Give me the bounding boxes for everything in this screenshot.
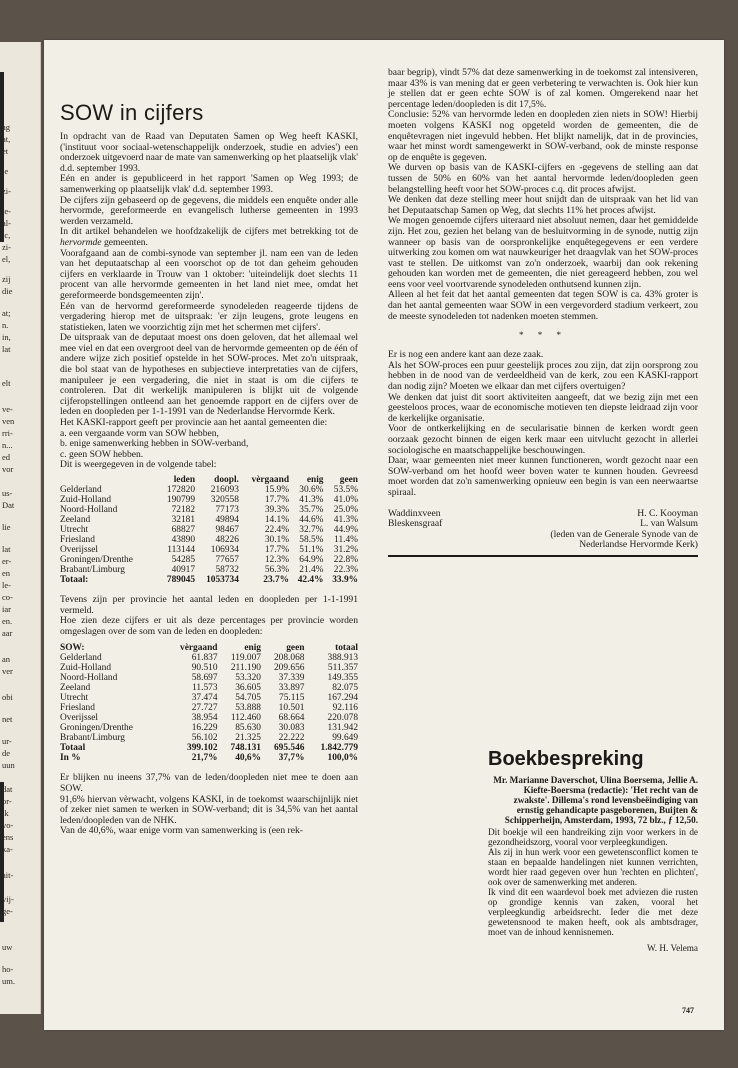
left-page-text-fragment: je [2, 166, 9, 176]
table-cell: 113144 [167, 545, 196, 555]
table-cell: 172820 [166, 485, 196, 495]
table-cell: 388.913 [327, 653, 358, 664]
table-cell: 112.460 [230, 713, 261, 724]
table-cell: 209.656 [273, 663, 305, 674]
table-cell: 43890 [171, 535, 196, 545]
left-page-text-fragment: aar [2, 628, 13, 638]
table-row [60, 703, 358, 713]
table-row [60, 505, 358, 515]
paragraph: In dit artikel behandelen we hoofdzakelijk de cijfers met betrekking tot de hervormde gemeenten. [60, 226, 358, 248]
left-page-text-fragment: Dat [2, 500, 15, 510]
table-row [60, 535, 358, 545]
paragraph: We durven op basis van de KASKI-cijfers en -gegevens de stelling aan dat tussen de 50% en 60% van het aantal hervormde leden/doopleden geen belangstelling heeft voor het SOW-proces c.q. dit proces afwijst. [388, 162, 698, 195]
table-cell: 64.9% [299, 555, 324, 565]
table-cell: 190799 [166, 495, 196, 505]
table-cell: 21,7% [191, 753, 218, 764]
column-header: enig [244, 643, 261, 654]
table-cell: 92.116 [332, 703, 358, 714]
table-cell: Friesland [60, 535, 95, 545]
table-cell: 11.4% [334, 535, 358, 545]
paragraph: Als het SOW-proces een puur geestelijk proces zou zijn, dat zijn oorsprong zou hebben in de nood van de verdeeldheid van de kerk, zou een KASKI-rapport dan nodig zijn? Moeten we elkaar dan met cijfers overtuigen? [388, 359, 698, 393]
signature-place: Waddinxveen [388, 507, 441, 519]
table-cell: 54.705 [235, 693, 261, 704]
left-page-text-fragment: in, [2, 332, 11, 342]
table-row [60, 723, 358, 733]
paragraph: Voor de ontkerkelijking en de secularisatie binnen de kerken wordt geen oorzaak gezocht binnen de eigen kerk maar een uitvlucht gezocht in allerlei sociologische en maatschappelijke beschouwingen. [388, 423, 698, 456]
table-row [60, 653, 358, 663]
table-cell: 58.697 [191, 673, 218, 684]
signature-affiliation: Nederlandse Hervormde Kerk) [579, 539, 698, 551]
table-cell: 38.954 [191, 713, 218, 724]
table-cell: 40917 [171, 565, 196, 575]
table-cell: 789045 [166, 575, 196, 585]
left-page-text-fragment: ik [2, 808, 9, 818]
table-cell: 21.325 [235, 733, 261, 744]
table-cell: 32181 [171, 515, 196, 525]
table-row [60, 733, 358, 743]
table-cell: Groningen/Drenthe [60, 723, 133, 734]
table-cell: 106934 [210, 545, 239, 555]
table-cell: 53.888 [235, 703, 261, 714]
table-cell: 37,7% [278, 753, 305, 764]
left-page-text-fragment: elt [2, 378, 11, 388]
paragraph: Er is nog een andere kant aan deze zaak. [388, 349, 544, 361]
table-cell: 208.068 [273, 653, 305, 664]
table-row [60, 693, 358, 703]
list-item: c. geen SOW hebben. [60, 448, 144, 460]
table-cell: 75.115 [279, 693, 305, 704]
table-cell: Utrecht [60, 693, 89, 704]
table-cell: Zuid-Holland [60, 495, 112, 505]
table-cell: 31.2% [333, 545, 358, 555]
table-cell: 11.573 [192, 683, 218, 694]
left-page-text-fragment: lat [2, 344, 11, 354]
left-page-rule [0, 72, 4, 242]
left-page-text-fragment: et [2, 146, 9, 156]
left-page-text-fragment: dat [2, 784, 13, 794]
review-book-details: Mr. Marianne Daverschot, Ulina Boersema, Jellie A. Kiefte-Boersma (redactie): 'Het recht van de zwakste'. Dillema's rond levensbeëindiging van ernstig gehandicapte pasgeborenen, Buijten & Schipperheijn, Amsterdam, 1993, 72 blz., ƒ 12,50. [493, 775, 698, 825]
paragraph: Alleen al het feit dat het aantal gemeenten dat tegen SOW is ca. 43% groter is dan het aantal gemeenten waar SOW in een vergevorderd stadium verkeert, zou de meeste synodeleden tot nadenken moeten stemmen. [388, 289, 698, 322]
table-cell: 36.605 [235, 683, 261, 694]
table-cell: 90.510 [191, 663, 218, 674]
paragraph: Het KASKI-rapport geeft per provincie aan het aantal gemeenten die: [60, 417, 328, 429]
table-cell: 695.546 [273, 743, 305, 754]
article-title: SOW in cijfers [60, 100, 204, 125]
paragraph: Eén en ander is gepubliceerd in het rapport 'Samen op Weg 1993; de samenwerking op plaatselijk vlak' d.d. september 1993. [60, 173, 358, 195]
review-title: Boekbespreking [488, 748, 644, 770]
paragraph: Voorafgaand aan de combi-synode van september jl. nam een van de leden van het deputaatschap al een voorschot op de tot dan geheim gehouden cijfers en verklaarde in Trouw van 1 oktober: 'uiteindelijk doet slechts 11 procent van alle hervormde gemeenten in het land niet mee, omdat het gereformeerde bondsgemeenten zijn'. [60, 247, 358, 301]
paragraph: Ik vind dit een waardevol boek met adviezen die rusten op grondige kennis van zaken, vooral het verpleegkundig arbeidsrecht. Ieder die met deze gewetensnood te maken heeft, ook als ambtsdrager, moet van de inhoud kennisnemen. [488, 887, 698, 937]
table-cell: 1.842.779 [320, 743, 358, 754]
table-row [60, 713, 358, 723]
table-cell: 58.5% [299, 535, 324, 545]
table-cell: 39.3% [264, 505, 290, 515]
table-cell: 32.7% [299, 525, 324, 535]
column-header: vèrgaand [180, 643, 218, 654]
table-cell: 15.9% [264, 485, 290, 495]
left-page-text-fragment: uun [2, 760, 15, 770]
table-cell: 54285 [171, 555, 196, 565]
column-header: geen [286, 643, 305, 654]
table-cell: 82.075 [332, 683, 358, 694]
table-row [60, 673, 358, 683]
table-cell: 37.474 [191, 693, 218, 704]
table-cell: Brabant/Limburg [60, 565, 125, 575]
table-cell: 41.0% [333, 495, 358, 505]
article-column-right [388, 68, 698, 557]
table-cell: 12.3% [264, 555, 290, 565]
paragraph: Conclusie: 52% van hervormde leden en doopleden zien niets in SOW! Hierbij moeten volgens KASKI nog opgeteld worden de gemeenten, die de enquêtevragen niet ingevuld hebben. Het blijkt namelijk, dat in de provincies, waar het minst wordt samengewerkt in SOW-verband, ook de minste response op de enquête is gegeven. [388, 109, 698, 163]
table-total-row [60, 753, 358, 763]
table-cell: 40,6% [235, 753, 261, 764]
paragraph: Er blijken nu ineens 37,7% van de leden/doopleden niet mee te doen aan SOW. [60, 772, 358, 794]
paragraph: 91,6% hiervan vèrwacht, volgens KASKI, in de toekomst waarschijnlijk niet of zeker niet samen te werken in SOW-verband; dit is 34,5% van het aantal leden/doopleden van de NHK. [60, 793, 358, 826]
left-page-text-fragment: or- [2, 796, 12, 806]
left-page-text-fragment: at, [2, 134, 11, 144]
table-cell: 100,0% [327, 753, 358, 764]
table-cell: 748.131 [230, 743, 261, 754]
paragraph: De uitspraak van de deputaat moest ons doen geloven, dat het allemaal wel mee viel en dat een overgroot deel van de hervormde gemeenten op de één of andere wijze zich positief opstelde in het SOW-proces. Met zo'n uitspraak, die bol staat van de hypotheses en subjectieve interpretaties van de cijfers, manipuleer je een vergadering, die niet in staat is om die cijfers te controleren. Dat dit werkelijk manipuleren is blijkt uit de volgende cijferopstellingen ontleend aan het genoemde rapport en de cijfers over de leden en doopleden per 1-1-1991 van de Nederlandse Hervormde Kerk. [60, 332, 358, 418]
table-cell: Zuid-Holland [60, 663, 112, 674]
table-cell: 56.102 [191, 733, 218, 744]
book-review [488, 748, 698, 953]
table-cell: Friesland [60, 703, 95, 714]
column-header: enig [306, 475, 324, 485]
table-cell: 23.7% [263, 575, 290, 585]
table-cell: 14.1% [264, 515, 290, 525]
sow-members-table [60, 643, 358, 763]
table-cell: 10.501 [278, 703, 305, 714]
table-cell: 41.3% [333, 515, 358, 525]
table-row [60, 565, 358, 575]
paragraph: Hoe zien deze cijfers er uit als deze percentages per provincie worden omgeslagen over de som van de leden en doopleden: [60, 615, 358, 637]
table-cell: 511.357 [327, 663, 358, 674]
table-cell: 49894 [215, 515, 239, 525]
left-page-text-fragment: vij- [2, 894, 14, 904]
left-page-text-fragment: ed [2, 452, 11, 462]
left-page-text-fragment: obi [2, 692, 13, 702]
paragraph: Tevens zijn per provincie het aantal leden en doopleden per 1-1-1991 vermeld. [60, 594, 358, 616]
table-cell: 51.1% [299, 545, 324, 555]
left-page-text-fragment: iar [2, 604, 11, 614]
table-cell: 22.8% [333, 555, 358, 565]
column-header [60, 475, 157, 485]
left-page-text-fragment: lie [2, 522, 11, 532]
left-page-text-fragment: ve- [2, 404, 13, 414]
column-header: geen [339, 475, 358, 485]
column-header: totaal [335, 643, 358, 654]
table-row [60, 485, 358, 495]
emphasis: hervormde [60, 236, 102, 248]
left-page-text-fragment: ur- [2, 736, 12, 746]
signature-name: L. van Walsum [640, 518, 698, 530]
left-page-text-fragment: at; [2, 308, 11, 318]
table-cell: 167.294 [327, 693, 358, 704]
paragraph: baar begrip), vindt 57% dat deze samenwerking in de toekomst zal intensiveren, maar 43% is van mening dat er geen verbetering te verwachten is. Ook hier kun je stellen dat er geen echte SOW is of zal komen. Omgerekend naar het percentage leden/doopleden is dit 17,5%. [388, 67, 698, 110]
table-total-row [60, 575, 358, 585]
left-page-text-fragment: zi- [2, 242, 11, 252]
left-page-text-fragment: ens [2, 832, 14, 842]
left-page-text-fragment: en. [2, 616, 13, 626]
paragraph: We mogen genoemde cijfers uiteraard niet absoluut nemen, daar het gemiddelde zijn. Het zou, gezien het belang van de besluitvorming in de synode, nuttig zijn wanneer op basis van de oorspronkelijke enquêtegegevens er een verdere uitwerking zou komen om wat nauwkeuriger het draagvlak van het SOW-proces vast te stellen. De uitkomst van zo'n onderzoek, waarbij dan ook rekening gehouden kan worden met de gemeenten, die niet gereageerd hebben, zou wel eens voor veel voortvarende synodeleden onthutsend kunnen zijn. [388, 215, 698, 290]
table-cell: 98467 [215, 525, 239, 535]
table-row [60, 495, 358, 505]
column-header: SOW: [60, 643, 85, 654]
table-cell: 58732 [215, 565, 239, 575]
left-page-text-fragment: vo- [2, 820, 14, 830]
table-row [60, 683, 358, 693]
paragraph: Eén van de hervormd gereformeerde synodeleden reageerde tijdens de vergadering hierop met de uitspraak: 'er zijn leugens, grote leugens en statistieken, laten we voorzichtig zijn met het schermen met cijfers'. [60, 300, 358, 333]
table-cell: Groningen/Drenthe [60, 555, 133, 565]
left-page-edge [0, 42, 41, 1014]
table-cell: Gelderland [60, 485, 102, 495]
table-cell: Totaal: [60, 575, 89, 585]
left-page-text-fragment: n. [2, 320, 9, 330]
paragraph: We denken dat juist dit soort aktiviteiten aangeeft, dat we bezig zijn met een geesteloos proces, waar de economische motieven ten diepste leidraad zijn voor de kerkelijke organisatie. [388, 391, 698, 424]
table-cell: 30.1% [264, 535, 290, 545]
table-cell: 99.649 [332, 733, 358, 744]
signature-name: H. C. Kooyman [637, 507, 698, 519]
list-item: a. een vergaande vorm van SOW hebben, [60, 427, 219, 439]
table-cell: Overijssel [60, 713, 99, 724]
signature-affiliation: (leden van de Generale Synode van de [550, 528, 698, 540]
table-cell: 68.664 [278, 713, 305, 724]
table-cell: 320558 [210, 495, 239, 505]
table-cell: 220.078 [327, 713, 358, 724]
section-separator: * * * [519, 330, 567, 341]
right-page [44, 40, 724, 1030]
paragraph: In opdracht van de Raad van Deputaten Samen op Weg heeft KASKI, ('instituut voor sociaal-wetenschappelijk onderzoek, studie en advies') een onderzoek uitgevoerd naar de mate van samenwerking op het plaatselijk vlak' d.d. september 1993. [60, 131, 358, 174]
left-page-text-fragment: lat [2, 544, 11, 554]
left-page-text-fragment: n... [2, 440, 13, 450]
left-page-text-fragment: ven [2, 416, 15, 426]
table-cell: Gelderland [60, 653, 102, 664]
table-cell: Zeeland [60, 683, 91, 694]
table-cell: 48226 [215, 535, 239, 545]
table-cell: 44.6% [299, 515, 324, 525]
table-cell: Totaal [60, 743, 86, 754]
table-cell: 17.7% [264, 495, 290, 505]
left-page-text-fragment: um. [2, 976, 15, 986]
table-cell: 211.190 [230, 663, 261, 674]
paragraph: Als zij in hun werk voor een gewetensconflict komen te staan en bepaalde handelingen niet kunnen verrichten, wordt hier raad gegeven over hun 'rechten en plichten', ook over de samenwerking met anderen. [488, 847, 698, 887]
table-cell: 1053734 [206, 575, 239, 585]
table-header-row [60, 643, 358, 653]
table-cell: 77657 [215, 555, 239, 565]
table-cell: 30.083 [278, 723, 305, 734]
table-cell: Noord-Holland [60, 505, 118, 515]
table-cell: 77173 [215, 505, 239, 515]
left-page-text-fragment: al- [2, 218, 11, 228]
table-cell: 42.4% [297, 575, 324, 585]
table-cell: 35.7% [299, 505, 324, 515]
list-item: b. enige samenwerking hebben in SOW-verband, [60, 438, 249, 450]
table-cell: 41.3% [299, 495, 324, 505]
table-cell: 53.320 [235, 673, 261, 684]
left-page-text-fragment: le- [2, 580, 11, 590]
table-cell: 131.942 [327, 723, 358, 734]
article-end-rule [388, 555, 698, 557]
left-page-text-fragment: an [2, 654, 11, 664]
left-page-text-fragment: ver [2, 666, 13, 676]
table-cell: 25.0% [333, 505, 358, 515]
left-page-text-fragment: ka- [2, 844, 13, 854]
page-number: 747 [682, 1006, 694, 1015]
table-cell: 33.897 [278, 683, 305, 694]
paragraph: Dit is weergegeven in de volgende tabel: [60, 459, 217, 471]
table-cell: Utrecht [60, 525, 89, 535]
left-page-text-fragment: el, [2, 254, 11, 264]
left-page-text-fragment: ic, [2, 230, 11, 240]
table-cell: 68827 [171, 525, 196, 535]
table-cell: 119.007 [230, 653, 261, 664]
table-cell: 22.4% [264, 525, 290, 535]
table-cell: Noord-Holland [60, 673, 118, 684]
table-cell: 21.4% [299, 565, 324, 575]
left-page-text-fragment: zij [2, 274, 11, 284]
left-page-text-fragment: die [2, 286, 13, 296]
left-page-text-fragment: ag [2, 122, 11, 132]
table-total-row [60, 743, 358, 753]
review-signature: W. H. Velema [646, 943, 698, 953]
table-cell: 37.339 [278, 673, 305, 684]
table-cell: 399.102 [187, 743, 218, 754]
column-header: leden [173, 475, 196, 485]
table-cell: In % [60, 753, 81, 764]
left-page-text-fragment: vor [2, 464, 14, 474]
table-row [60, 515, 358, 525]
table-row [60, 555, 358, 565]
table-cell: Zeeland [60, 515, 91, 525]
table-cell: 27.727 [191, 703, 218, 714]
signature-place: Bleskensgraaf [388, 518, 443, 530]
paragraph: Van de 40,6%, waar enige vorm van samenwerking is (een rek- [60, 825, 303, 837]
article-column-left [60, 100, 358, 837]
table-cell: 72182 [171, 505, 196, 515]
table-cell: 61.837 [191, 653, 218, 664]
table-cell: 16.229 [191, 723, 218, 734]
province-table [60, 475, 358, 585]
table-cell: Brabant/Limburg [60, 733, 125, 744]
table-cell: 149.355 [327, 673, 358, 684]
table-cell: 33.9% [332, 575, 358, 585]
table-row [60, 525, 358, 535]
paragraph: Dit boekje wil een handreiking zijn voor werkers in de gezondheidszorg, vooral voor verpleegkundigen. [488, 827, 698, 847]
table-row [60, 663, 358, 673]
left-page-text-fragment: ho- [2, 964, 14, 974]
left-page-text-fragment: us- [2, 488, 13, 498]
left-page-text-fragment: net [2, 714, 13, 724]
table-cell: 56.3% [264, 565, 290, 575]
table-cell: 22.222 [278, 733, 305, 744]
table-row [60, 545, 358, 555]
paragraph: De cijfers zijn gebaseerd op de gegevens, die middels een enquête onder alle hervormde, gereformeerde en evangelisch lutherse gemeenten in 1993 werden verzameld. [60, 194, 358, 227]
table-cell: 53.5% [333, 485, 358, 495]
left-page-text-fragment: zi- [2, 186, 11, 196]
table-header-row [60, 475, 358, 485]
left-page-text-fragment: rri- [2, 428, 13, 438]
table-cell: 22.3% [333, 565, 358, 575]
table-cell: 44.9% [333, 525, 358, 535]
left-page-text-fragment: ge- [2, 906, 13, 916]
column-header: vèrgaand [251, 475, 290, 485]
table-cell: Overijssel [60, 545, 99, 555]
left-page-text-fragment: de [2, 748, 11, 758]
paragraph: We denken dat deze stelling meer hout snijdt dan de uitspraak van het lid van het Deputaatschap Samen op Weg, dat slechts 11% het proces afwijst. [388, 194, 698, 216]
column-header: doopl. [214, 475, 239, 485]
paragraph: Daar, waar gemeenten niet meer kunnen functioneren, wordt gezocht naar een SOW-verband om het hoofd weer boven water te kunnen houden. Gevreesd moet worden dat zo'n samenwerking opnieuw een begin is van een neerwaartse spiraal. [388, 455, 698, 498]
table-cell: 216093 [210, 485, 239, 495]
left-page-text-fragment: en [2, 568, 11, 578]
table-cell: 85.630 [235, 723, 261, 734]
left-page-text-fragment: uw [2, 942, 13, 952]
table-cell: 30.6% [299, 485, 324, 495]
left-page-text-fragment: ait- [2, 870, 14, 880]
left-page-text-fragment: co- [2, 592, 13, 602]
left-page-text-fragment: er- [2, 556, 12, 566]
left-page-text-fragment: te- [2, 206, 11, 216]
table-cell: 17.7% [264, 545, 290, 555]
